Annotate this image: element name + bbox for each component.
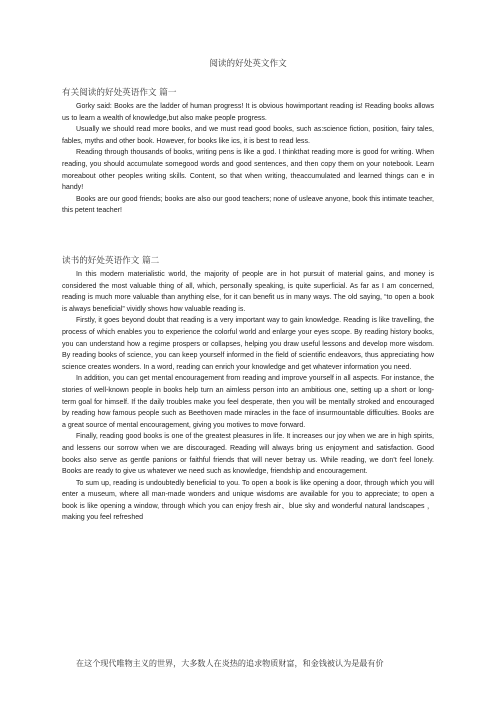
- paragraph: Finally, reading good books is one of the greatest pleasures in life. It increases our joy when we are in high spirits, and lessens our sorrow when we are discouraged. Reading will always bring us enjoyment and satisfaction. Good books also serve as gentle panions or faithful friends that will never betray us. While reading, we don’t feel lonely. Books are ready to give us whatever we need such as knowledge, friendship and encouragement.: [62, 433, 434, 476]
- document-title: 阅读的好处英文作文: [209, 59, 287, 69]
- section-2-heading: 读书的好处英语作文 篇二: [62, 256, 160, 266]
- paragraph: Firstly, it goes beyond doubt that reading is a very important way to gain knowledge. Reading is like travelling, the process of which enables you to experience the colorful world and enlarge your eyes scope. By reading history books, you can understand how a regime prospers or collapses, helping you draw useful lessons and develop more wisdom. By reading books of science, you can keep yourself informed in the field of scientific endeavors, thus appreciating how science creates wonders. In a word, reading can enrich your knowledge and get whatever information you need.: [62, 317, 434, 371]
- paragraph: Usually we should read more books, and we must read good books, such as:science fiction, position, fairy tales, fables, myths and other book. However, for books like ics, it is best to read less.: [62, 126, 434, 145]
- section-1-body: [62, 101, 434, 217]
- paragraph: In this modern materialistic world, the majority of people are in hot pursuit of material gains, and money is considered the most valuable thing of all, which, personally speaking, is quite superficial. As far as I am concerned, reading is much more valuable than anything else, for it can benefit us in many ways. The old saying, “to open a book is always beneficial” vividly shows how valuable reading is.: [62, 271, 434, 313]
- section-2-body: [62, 269, 434, 524]
- paragraph: Books are our good friends; books are also our good teachers; none of usleave anyone, book this intimate teacher, this petent teacher!: [62, 195, 434, 215]
- paragraph: Gorky said: Books are the ladder of human progress! It is obvious howimportant reading is! Reading books allows us to learn a wealth of knowledge,but also make people progress.: [62, 103, 434, 122]
- paragraph: Reading through thousands of books, writing pens is like a god. I thinkthat reading more is good for writing. When reading, you should accumulate somegood words and good sentences, and then copy them on your notebook. Learn moreabout other peoples writing skills. Content, so that when writing, theaccumulated and learned things can e in handy!: [62, 149, 434, 192]
- paragraph: In addition, you can get mental encouragement from reading and improve yourself in all aspects. For instance, the stories of well-known people in books help turn an aimless person into an ambitious one, setting up a short or long-term goal for himself. If the daily troubles make you feel desperate, then you will be mentally stroked and encouraged by reading how famous people such as Beethoven made miracles in the face of insurmountable difficulties. Books are a great source of mental encouragement, giving you motives to move forward.: [62, 375, 434, 429]
- chinese-paragraph-line: 在这个现代唯物主义的世界，大多数人在炎热的追求物质财富，和金钱被认为是最有价: [76, 658, 384, 668]
- paragraph: To sum up, reading is undoubtedly beneficial to you. To open a book is like opening a door, through which you will enter a museum, where all man-made wonders and unique wisdoms are available for you to appreciate; to open a book is like opening a window, through which you can enjoy fresh air、blue sky and wonderful natural landscapes ， making you feel refreshed: [62, 479, 434, 522]
- section-1-heading: 有关阅读的好处英语作文 篇一: [62, 88, 177, 98]
